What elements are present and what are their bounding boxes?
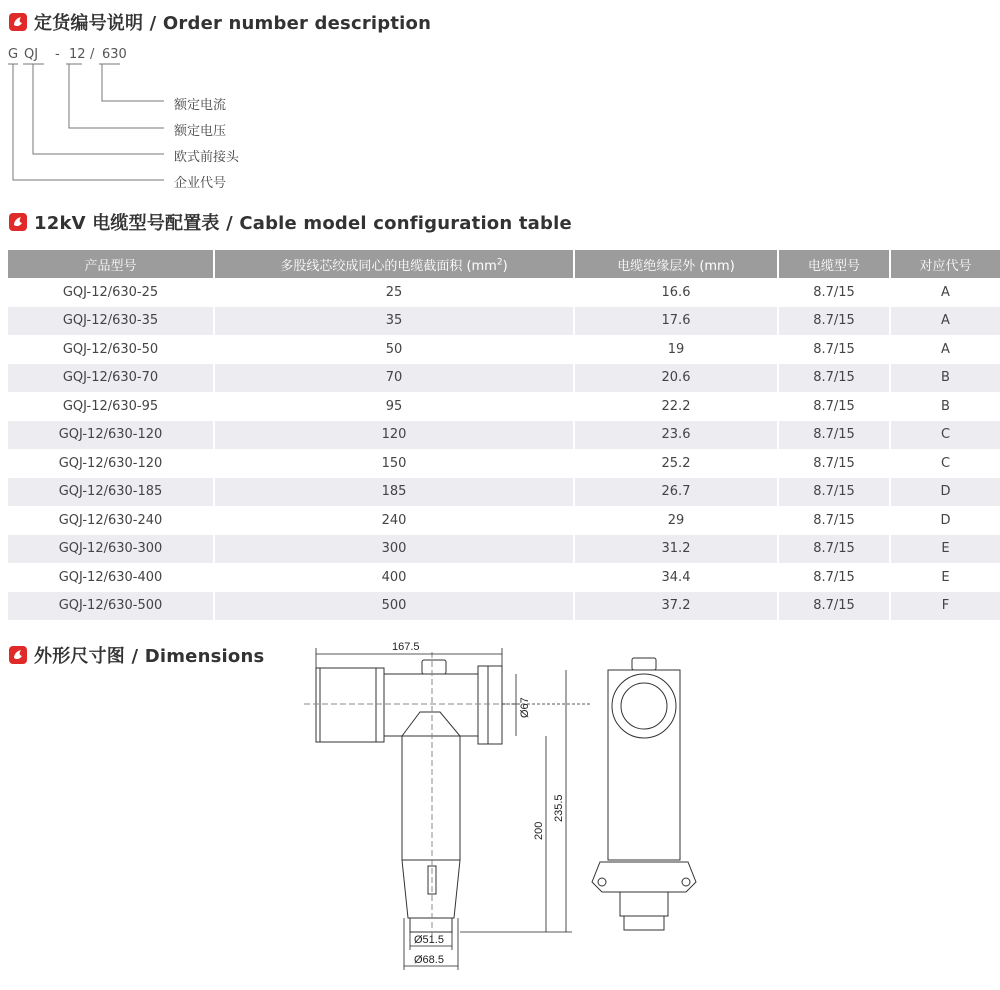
table-cell: E (890, 535, 1000, 564)
table-cell: D (890, 478, 1000, 507)
label-company-code: 企业代号 (174, 176, 227, 191)
table-row (8, 364, 1000, 393)
header-insulation-diameter: 电缆绝缘层外 (mm) (574, 250, 778, 278)
table-cell: 8.7/15 (778, 392, 890, 421)
dims-title: 外形尺寸图 / Dimensions (34, 646, 265, 667)
table-cell: A (941, 341, 950, 357)
table-row (8, 278, 1000, 307)
top-cap (422, 660, 446, 674)
table-cell: 70 (214, 364, 574, 393)
side-entry (624, 916, 664, 930)
table-cell: 8.7/15 (778, 307, 890, 336)
table-row (8, 421, 1000, 450)
table-cell: 26.7 (574, 478, 778, 507)
table-cell: 8.7/15 (778, 278, 890, 307)
table-cell: 35 (214, 307, 574, 336)
table-cell: A (941, 284, 950, 300)
table-cell: D (940, 512, 951, 528)
table-cell: 95 (214, 392, 574, 421)
code-part-qj: QJ (24, 47, 39, 62)
table-cell: GQJ-12/630-50 (8, 335, 214, 364)
table-cell: 25 (214, 278, 574, 307)
dim-diameter-68: Ø68.5 (414, 954, 444, 966)
table-cell: B (941, 398, 950, 414)
table-cell: F (890, 592, 1000, 621)
side-bore-inner (621, 683, 667, 729)
table-row (8, 592, 1000, 621)
table-cell: 34.4 (574, 563, 778, 592)
table-cell: 8.7/15 (778, 563, 890, 592)
left-flange (316, 668, 384, 742)
table-cell: GQJ-12/630-400 (8, 563, 214, 592)
brand-logo-icon (8, 645, 28, 665)
table-cell: 150 (214, 449, 574, 478)
header-cross-section (214, 250, 574, 278)
table-cell: 8.7/15 (778, 506, 890, 535)
tee-neck (402, 736, 460, 860)
table-cell: 50 (214, 335, 574, 364)
table-cell: GQJ-12/630-120 (8, 421, 214, 450)
table-cell: GQJ-12/630-70 (8, 364, 214, 393)
table-cell: A (890, 307, 1000, 336)
table-cell: 37.2 (574, 592, 778, 621)
table-cell: 8.7/15 (778, 421, 890, 450)
label-front-connector: 欧式前接头 (174, 150, 240, 165)
table-cell: GQJ-12/630-35 (8, 307, 214, 336)
table-cell: GQJ-12/630-300 (8, 535, 214, 564)
table-row (8, 506, 1000, 535)
table-cell: GQJ-12/630-120 (8, 449, 214, 478)
table-cell: C (940, 455, 951, 471)
code-part-dash: - (55, 47, 60, 62)
table-row (8, 392, 1000, 421)
table-cell: GQJ-12/630-185 (8, 478, 214, 507)
table-row (8, 563, 1000, 592)
table-cell: 25.2 (574, 449, 778, 478)
table-cell: B (890, 364, 1000, 393)
table-cell: GQJ-12/630-95 (8, 392, 214, 421)
table-cell: 240 (214, 506, 574, 535)
dimension-drawing (290, 630, 730, 990)
code-part-12: 12 (69, 47, 86, 62)
table-cell: 16.6 (574, 278, 778, 307)
order-title: 定货编号说明 / Order number description (34, 13, 432, 34)
dim-bore: Ø67 (519, 697, 531, 718)
header-sup: 2 (496, 257, 503, 268)
right-flange (478, 666, 502, 744)
table-cell: 17.6 (574, 307, 778, 336)
table-row (8, 478, 1000, 507)
table-cell: 22.2 (574, 392, 778, 421)
side-ears (592, 862, 696, 892)
header-cable-model: 电缆型号 (778, 250, 890, 278)
header-product-model: 产品型号 (8, 250, 214, 278)
side-sleeve (620, 892, 668, 916)
header-code: 对应代号 (890, 250, 1000, 278)
order-code-leaders (0, 0, 300, 200)
table-cell: 8.7/15 (778, 335, 890, 364)
table-cell: 20.6 (574, 364, 778, 393)
table-cell: 8.7/15 (778, 364, 890, 393)
table-cell: E (941, 569, 950, 585)
table-row (8, 307, 1000, 336)
table-cell: 185 (214, 478, 574, 507)
table-cell: GQJ-12/630-25 (8, 278, 214, 307)
table-header-row (8, 250, 1000, 278)
table-cell: 8.7/15 (778, 478, 890, 507)
table-row (8, 535, 1000, 564)
dim-height-200: 200 (533, 821, 545, 840)
table-cell: 23.6 (574, 421, 778, 450)
table-row (8, 449, 1000, 478)
cable-config-table (8, 250, 1000, 620)
table-cell: GQJ-12/630-240 (8, 506, 214, 535)
table-cell: 400 (214, 563, 574, 592)
code-part-630: 630 (102, 47, 127, 62)
table-cell: 8.7/15 (778, 449, 890, 478)
brand-logo-icon (8, 212, 28, 232)
table-cell: 120 (214, 421, 574, 450)
code-part-g: G (8, 47, 19, 62)
label-rated-current: 额定电流 (174, 98, 227, 113)
table-cell: 8.7/15 (778, 592, 890, 621)
table-cell: GQJ-12/630-500 (8, 592, 214, 621)
code-part-slash: / (90, 47, 95, 62)
dims-section-title (8, 642, 264, 668)
header-cross-section-text: 多股线芯绞成同心的电缆截面积 (mm (280, 258, 497, 274)
table-cell: 31.2 (574, 535, 778, 564)
table-cell: C (890, 421, 1000, 450)
table-cell: 8.7/15 (778, 535, 890, 564)
table-cell: 300 (214, 535, 574, 564)
dim-width: 167.5 (392, 641, 420, 653)
table-cell: 29 (574, 506, 778, 535)
dim-diameter-51: Ø51.5 (414, 934, 444, 946)
table-row (8, 335, 1000, 364)
table-section-title (8, 209, 572, 235)
table-cell: 500 (214, 592, 574, 621)
header-cross-section-close: ) (502, 258, 508, 274)
table-title: 12kV 电缆型号配置表 / Cable model configuration table (34, 213, 572, 234)
dim-height-235: 235.5 (553, 794, 565, 822)
label-rated-voltage: 额定电压 (174, 124, 227, 139)
cable-entry (410, 918, 452, 932)
table-cell: 19 (574, 335, 778, 364)
